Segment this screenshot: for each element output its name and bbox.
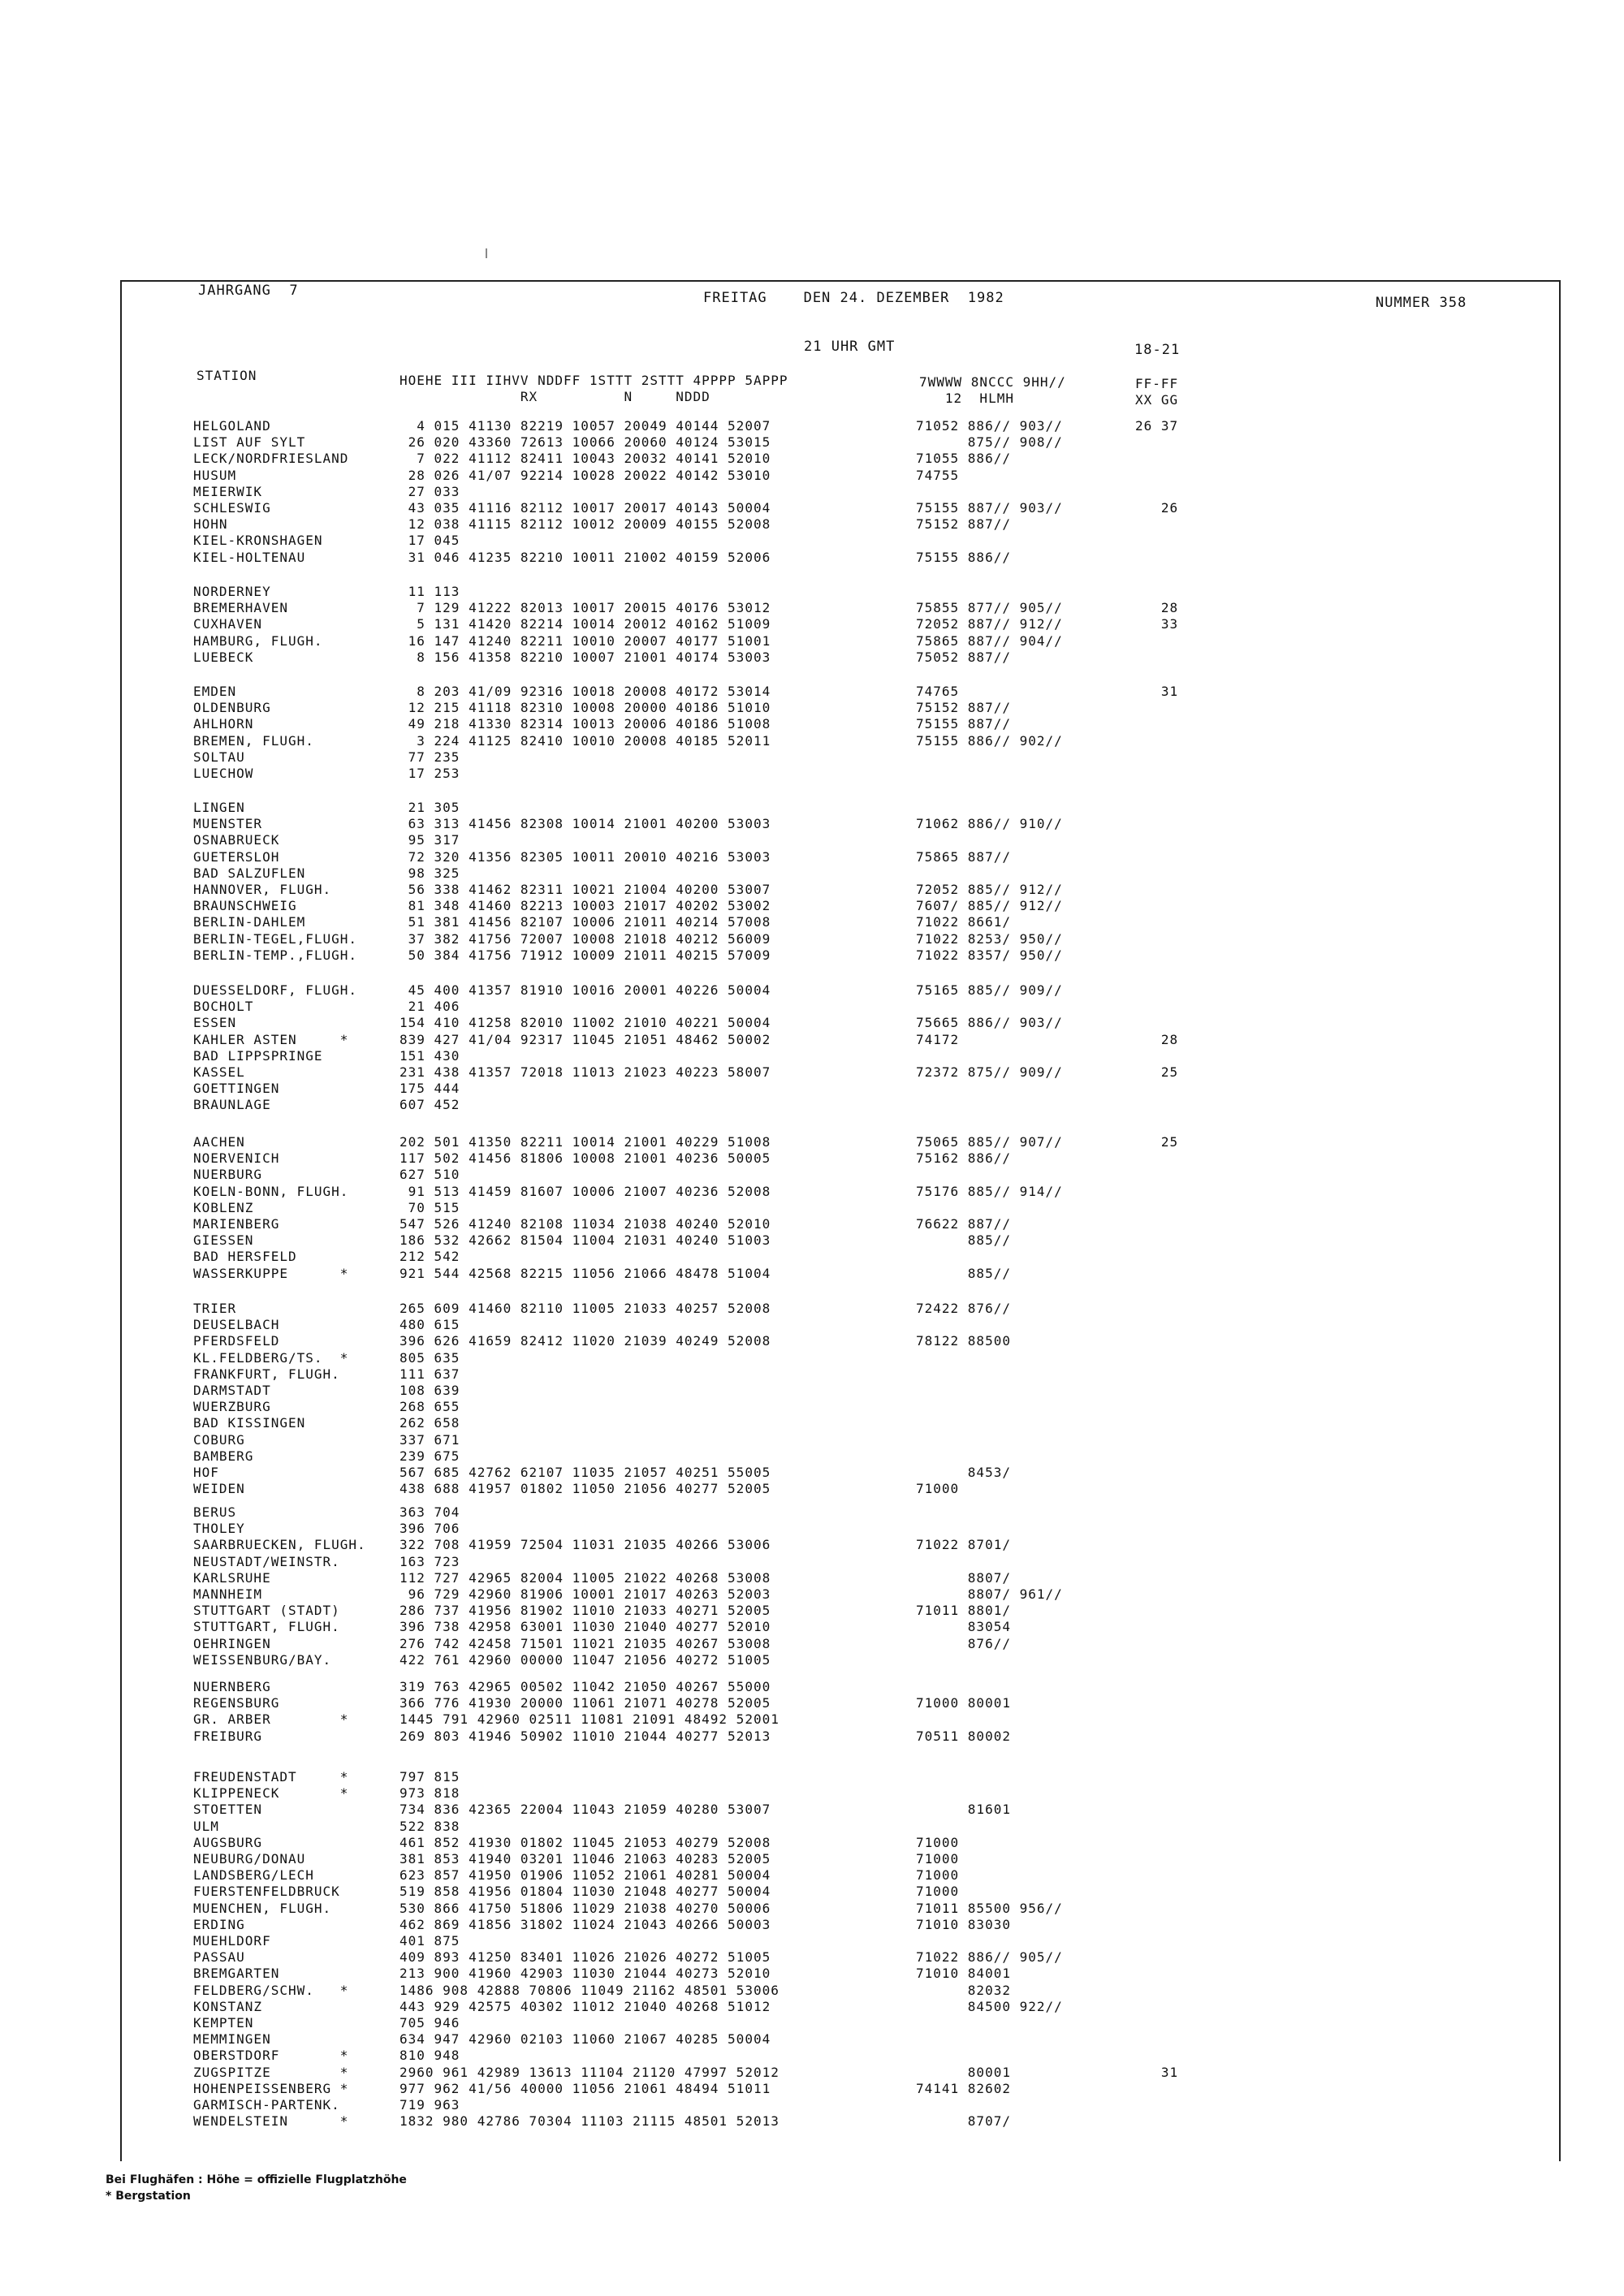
- observation-values: 547 526 41240 82108 11034 21038 40240 52010: [400, 1216, 771, 1232]
- synop-groups: 75865 887// 904//: [916, 633, 1063, 649]
- station-name: KLIPPENECK *: [193, 1785, 349, 1801]
- observation-values: 21 305: [400, 800, 460, 815]
- observation-values: 7 129 41222 82013 10017 20015 40176 53012: [400, 600, 771, 615]
- station-name: KOBLENZ: [193, 1200, 254, 1215]
- observation-values: 17 253: [400, 766, 460, 781]
- synop-groups: 71055 886//: [916, 451, 1011, 466]
- observation-values: 462 869 41856 31802 11024 21043 40266 50003: [400, 1917, 771, 1932]
- observation-values: 12 038 41115 82112 10012 20009 40155 52008: [400, 516, 771, 532]
- observation-values: 111 637: [400, 1366, 460, 1382]
- synop-groups: 71022 8661/: [916, 914, 1011, 930]
- ff-header-line-1: FF-FF: [1135, 376, 1179, 391]
- observation-values: 269 803 41946 50902 11010 21044 40277 52013: [400, 1728, 771, 1744]
- station-name: BERLIN-DAHLEM: [193, 914, 306, 930]
- observation-values: 839 427 41/04 92317 11045 21051 48462 50002: [400, 1032, 771, 1047]
- observation-values: 705 946: [400, 2015, 460, 2031]
- observation-values: 262 658: [400, 1415, 460, 1431]
- observation-values: 28 026 41/07 92214 10028 20022 40142 53010: [400, 468, 771, 483]
- synop-groups: 71052 886// 903//: [916, 418, 1063, 434]
- issue-date: FREITAG DEN 24. DEZEMBER 1982: [703, 290, 1004, 306]
- synop-groups: 71022 8253/ 950//: [916, 931, 1063, 947]
- observation-values: 396 706: [400, 1521, 460, 1536]
- scan-mark: [486, 248, 487, 258]
- synop-groups: 75155 886// 902//: [916, 733, 1063, 749]
- synop-groups: 71022 8701/: [916, 1537, 1011, 1552]
- station-name: MEIERWIK: [193, 484, 263, 499]
- synop-groups: 72052 885// 912//: [916, 882, 1063, 897]
- synop-groups: 8453/: [916, 1465, 1011, 1480]
- observation-values: 27 033: [400, 484, 460, 499]
- observation-values: 401 875: [400, 1933, 460, 1949]
- synop-groups: 80001: [916, 2065, 1011, 2080]
- station-name: PFERDSFELD: [193, 1333, 280, 1349]
- observation-values: 519 858 41956 01804 11030 21048 40277 50004: [400, 1884, 771, 1899]
- station-name: BREMEN, FLUGH.: [193, 733, 314, 749]
- station-name: BERLIN-TEMP.,FLUGH.: [193, 947, 358, 963]
- volume-label: JAHRGANG 7: [198, 283, 299, 299]
- synop-groups: 74141 82602: [916, 2081, 1011, 2096]
- station-name: NUERBURG: [193, 1167, 263, 1182]
- observation-values: 43 035 41116 82112 10017 20017 40143 50004: [400, 500, 771, 516]
- observation-values: 175 444: [400, 1081, 460, 1096]
- observation-values: 231 438 41357 72018 11013 21023 40223 58007: [400, 1064, 771, 1080]
- station-name: NEUBURG/DONAU: [193, 1851, 306, 1867]
- synop-groups: 8707/: [916, 2113, 1011, 2129]
- observation-values: 1486 908 42888 70806 11049 21162 48501 53006: [400, 1983, 780, 1998]
- observation-values: 322 708 41959 72504 11031 21035 40266 53006: [400, 1537, 771, 1552]
- station-name: MUENSTER: [193, 816, 263, 831]
- synop-groups: 75155 887//: [916, 716, 1011, 732]
- station-name: AUGSBURG: [193, 1835, 263, 1850]
- observation-values: 627 510: [400, 1167, 460, 1182]
- observation-values: 154 410 41258 82010 11002 21010 40221 50004: [400, 1015, 771, 1030]
- observation-values: 202 501 41350 82211 10014 21001 40229 51008: [400, 1134, 771, 1150]
- table-frame: [120, 280, 1561, 2161]
- observation-values: 2960 961 42989 13613 11104 21120 47997 52012: [400, 2065, 780, 2080]
- observation-values: 634 947 42960 02103 11060 21067 40285 50004: [400, 2031, 771, 2047]
- station-name: PASSAU: [193, 1949, 245, 1965]
- observation-values: 319 763 42965 00502 11042 21050 40267 55000: [400, 1679, 771, 1694]
- synop-groups: 78122 88500: [916, 1333, 1011, 1349]
- gust-values: 26: [1135, 500, 1179, 516]
- observation-values: 239 675: [400, 1448, 460, 1464]
- station-column-header: STATION: [197, 368, 257, 383]
- synop-groups: 71010 83030: [916, 1917, 1011, 1932]
- station-name: FREIBURG: [193, 1728, 263, 1744]
- observation-time: 21 UHR GMT: [804, 339, 896, 355]
- station-name: HOF: [193, 1465, 219, 1480]
- observation-values: 151 430: [400, 1048, 460, 1064]
- observation-values: 98 325: [400, 865, 460, 881]
- station-name: LECK/NORDFRIESLAND: [193, 451, 349, 466]
- station-name: DUESSELDORF, FLUGH.: [193, 982, 358, 998]
- observation-values: 4 015 41130 82219 10057 20049 40144 52007: [400, 418, 771, 434]
- observation-values: 17 045: [400, 533, 460, 548]
- synop-groups: 875// 908//: [916, 434, 1063, 450]
- observation-values: 163 723: [400, 1554, 460, 1569]
- station-name: COBURG: [193, 1432, 245, 1448]
- station-name: SCHLESWIG: [193, 500, 271, 516]
- observation-values: 530 866 41750 51806 11029 21038 40270 50006: [400, 1901, 771, 1916]
- synop-header-line-1: 7WWWW 8NCCC 9HH//: [919, 374, 1066, 390]
- observation-values: 117 502 41456 81806 10008 21001 40236 50005: [400, 1150, 771, 1166]
- station-name: KASSEL: [193, 1064, 245, 1080]
- observation-values: 56 338 41462 82311 10021 21004 40200 53007: [400, 882, 771, 897]
- station-name: HAMBURG, FLUGH.: [193, 633, 323, 649]
- observation-values: 921 544 42568 82215 11056 21066 48478 51004: [400, 1266, 771, 1281]
- ff-header-line-2: XX GG: [1135, 392, 1179, 408]
- station-name: ZUGSPITZE *: [193, 2065, 349, 2080]
- station-name: SOLTAU: [193, 749, 245, 765]
- gust-values: 31: [1135, 2065, 1179, 2080]
- synop-groups: 75162 886//: [916, 1150, 1011, 1166]
- synop-groups: 71062 886// 910//: [916, 816, 1063, 831]
- station-name: OBERSTDORF *: [193, 2048, 349, 2063]
- observation-values: 70 515: [400, 1200, 460, 1215]
- observation-values: 63 313 41456 82308 10014 21001 40200 53003: [400, 816, 771, 831]
- observation-values: 363 704: [400, 1504, 460, 1520]
- station-name: BRAUNSCHWEIG: [193, 898, 297, 913]
- issue-number: NUMMER 358: [1376, 295, 1467, 311]
- synop-groups: 72372 875// 909//: [916, 1064, 1063, 1080]
- observation-values: 973 818: [400, 1785, 460, 1801]
- synop-groups: 71000: [916, 1884, 960, 1899]
- synop-groups: 71000 80001: [916, 1695, 1011, 1711]
- station-name: BAD KISSINGEN: [193, 1415, 306, 1431]
- observation-values: 1445 791 42960 02511 11081 21091 48492 52001: [400, 1711, 780, 1727]
- observation-values: 276 742 42458 71501 11021 21035 40267 53008: [400, 1636, 771, 1651]
- synop-groups: 71022 886// 905//: [916, 1949, 1063, 1965]
- observation-values: 96 729 42960 81906 10001 21017 40263 52003: [400, 1586, 771, 1602]
- synop-groups: 885//: [916, 1266, 1011, 1281]
- synop-groups: 70511 80002: [916, 1728, 1011, 1744]
- observation-values: 286 737 41956 81902 11010 21033 40271 52005: [400, 1603, 771, 1618]
- observation-values: 268 655: [400, 1399, 460, 1414]
- station-name: FUERSTENFELDBRUCK: [193, 1884, 340, 1899]
- station-name: FELDBERG/SCHW. *: [193, 1983, 349, 1998]
- synop-groups: 71000: [916, 1851, 960, 1867]
- synop-groups: 82032: [916, 1983, 1011, 1998]
- observation-values: 45 400 41357 81910 10016 20001 40226 50004: [400, 982, 771, 998]
- station-name: KONSTANZ: [193, 1999, 263, 2014]
- synop-groups: 75155 886//: [916, 550, 1011, 565]
- gust-values: 25: [1135, 1064, 1179, 1080]
- observation-values: 21 406: [400, 999, 460, 1014]
- station-name: WUERZBURG: [193, 1399, 271, 1414]
- synop-groups: 74172: [916, 1032, 960, 1047]
- synop-groups: 71011 8801/: [916, 1603, 1011, 1618]
- station-name: ERDING: [193, 1917, 245, 1932]
- synop-groups: 71010 84001: [916, 1966, 1011, 1981]
- observation-values: 396 626 41659 82412 11020 21039 40249 52008: [400, 1333, 771, 1349]
- station-name: BAD LIPPSPRINGE: [193, 1048, 323, 1064]
- observation-values: 51 381 41456 82107 10006 21011 40214 57008: [400, 914, 771, 930]
- gust-values: 28: [1135, 600, 1179, 615]
- synop-groups: 72052 887// 912//: [916, 616, 1063, 632]
- station-name: BAD SALZUFLEN: [193, 865, 306, 881]
- station-name: BREMERHAVEN: [193, 600, 288, 615]
- observation-values: 50 384 41756 71912 10009 21011 40215 57009: [400, 947, 771, 963]
- observation-values: 409 893 41250 83401 11026 21026 40272 51005: [400, 1949, 771, 1965]
- gust-values: 26 37: [1135, 418, 1179, 434]
- observation-values: 977 962 41/56 40000 11056 21061 48494 51011: [400, 2081, 771, 2096]
- observation-values: 438 688 41957 01802 11050 21056 40277 52005: [400, 1481, 771, 1496]
- station-name: HOHENPEISSENBERG *: [193, 2081, 349, 2096]
- synop-groups: 75065 885// 907//: [916, 1134, 1063, 1150]
- observation-values: 381 853 41940 03201 11046 21063 40283 52005: [400, 1851, 771, 1867]
- observation-values: 805 635: [400, 1350, 460, 1366]
- synop-groups: 72422 876//: [916, 1301, 1011, 1316]
- station-name: NORDERNEY: [193, 584, 271, 599]
- station-name: KIEL-HOLTENAU: [193, 550, 306, 565]
- station-name: HELGOLAND: [193, 418, 271, 434]
- synop-header-line-2: 12 HLMH: [919, 391, 1014, 406]
- observation-values: 623 857 41950 01906 11052 21061 40281 50004: [400, 1867, 771, 1883]
- station-name: GUETERSLOH: [193, 849, 280, 865]
- observation-values: 37 382 41756 72007 10008 21018 40212 56009: [400, 931, 771, 947]
- codes-header-line-2: RX N NDDD: [400, 389, 710, 404]
- station-name: MUEHLDORF: [193, 1933, 271, 1949]
- station-name: KARLSRUHE: [193, 1570, 271, 1586]
- footnote-airport-height: Bei Flughäfen : Höhe = offizielle Flugplatzhöhe: [106, 2173, 407, 2186]
- observation-values: 719 963: [400, 2097, 460, 2113]
- synop-groups: 81601: [916, 1802, 1011, 1817]
- synop-groups: 76622 887//: [916, 1216, 1011, 1232]
- station-name: BERUS: [193, 1504, 237, 1520]
- synop-groups: 885//: [916, 1232, 1011, 1248]
- synop-groups: 876//: [916, 1636, 1011, 1651]
- synop-groups: 83054: [916, 1619, 1011, 1634]
- station-name: STUTTGART (STADT): [193, 1603, 340, 1618]
- gust-values: 31: [1135, 684, 1179, 699]
- station-name: BAMBERG: [193, 1448, 254, 1464]
- observation-values: 26 020 43360 72613 10066 20060 40124 53015: [400, 434, 771, 450]
- observation-values: 461 852 41930 01802 11045 21053 40279 52008: [400, 1835, 771, 1850]
- station-name: AACHEN: [193, 1134, 245, 1150]
- observation-values: 797 815: [400, 1769, 460, 1785]
- observation-values: 16 147 41240 82211 10010 20007 40177 51001: [400, 633, 771, 649]
- synop-groups: 71000: [916, 1481, 960, 1496]
- observation-values: 8 203 41/09 92316 10018 20008 40172 53014: [400, 684, 771, 699]
- observation-values: 31 046 41235 82210 10011 21002 40159 52006: [400, 550, 771, 565]
- observation-values: 443 929 42575 40302 11012 21040 40268 51012: [400, 1999, 771, 2014]
- observation-values: 5 131 41420 82214 10014 20012 40162 51009: [400, 616, 771, 632]
- station-name: NEUSTADT/WEINSTR.: [193, 1554, 340, 1569]
- synop-groups: 74765: [916, 684, 960, 699]
- synop-groups: 8807/: [916, 1570, 1011, 1586]
- observation-values: 12 215 41118 82310 10008 20000 40186 51010: [400, 700, 771, 715]
- station-name: DEUSELBACH: [193, 1317, 280, 1332]
- observation-values: 81 348 41460 82213 10003 21017 40202 53002: [400, 898, 771, 913]
- synop-groups: 74755: [916, 468, 960, 483]
- interval-label: 18-21: [1134, 342, 1181, 358]
- synop-groups: 75165 885// 909//: [916, 982, 1063, 998]
- station-name: ULM: [193, 1819, 219, 1834]
- station-name: NUERNBERG: [193, 1679, 271, 1694]
- observation-values: 522 838: [400, 1819, 460, 1834]
- synop-groups: 71000: [916, 1867, 960, 1883]
- station-name: NOERVENICH: [193, 1150, 280, 1166]
- station-name: MEMMINGEN: [193, 2031, 271, 2047]
- observation-values: 112 727 42965 82004 11005 21022 40268 53008: [400, 1570, 771, 1586]
- station-name: BOCHOLT: [193, 999, 254, 1014]
- synop-groups: 75865 887//: [916, 849, 1011, 865]
- station-name: LUECHOW: [193, 766, 254, 781]
- station-name: BRAUNLAGE: [193, 1097, 271, 1112]
- station-name: STUTTGART, FLUGH.: [193, 1619, 340, 1634]
- synop-groups: 8807/ 961//: [916, 1586, 1063, 1602]
- observation-values: 49 218 41330 82314 10013 20006 40186 51008: [400, 716, 771, 732]
- station-name: WEIDEN: [193, 1481, 245, 1496]
- synop-groups: 84500 922//: [916, 1999, 1063, 2014]
- observation-values: 72 320 41356 82305 10011 20010 40216 53003: [400, 849, 771, 865]
- station-name: KAHLER ASTEN *: [193, 1032, 349, 1047]
- station-name: ESSEN: [193, 1015, 237, 1030]
- station-name: DARMSTADT: [193, 1383, 271, 1398]
- synop-groups: 71011 85500 956//: [916, 1901, 1063, 1916]
- synop-groups: 75052 887//: [916, 650, 1011, 665]
- observation-values: 567 685 42762 62107 11035 21057 40251 55005: [400, 1465, 771, 1480]
- observation-values: 77 235: [400, 749, 460, 765]
- observation-values: 108 639: [400, 1383, 460, 1398]
- synop-groups: 71022 8357/ 950//: [916, 947, 1063, 963]
- station-name: GIESSEN: [193, 1232, 254, 1248]
- synop-groups: 75855 877// 905//: [916, 600, 1063, 615]
- observation-values: 396 738 42958 63001 11030 21040 40277 52010: [400, 1619, 771, 1634]
- gust-values: 25: [1135, 1134, 1179, 1150]
- synop-groups: 71000: [916, 1835, 960, 1850]
- observation-values: 337 671: [400, 1432, 460, 1448]
- station-name: OEHRINGEN: [193, 1636, 271, 1651]
- station-name: AHLHORN: [193, 716, 254, 732]
- station-name: BAD HERSFELD: [193, 1249, 297, 1264]
- station-name: EMDEN: [193, 684, 237, 699]
- observation-values: 91 513 41459 81607 10006 21007 40236 52008: [400, 1184, 771, 1199]
- station-name: MUENCHEN, FLUGH.: [193, 1901, 332, 1916]
- observation-values: 265 609 41460 82110 11005 21033 40257 52008: [400, 1301, 771, 1316]
- station-name: HOHN: [193, 516, 228, 532]
- observation-values: 1832 980 42786 70304 11103 21115 48501 52013: [400, 2113, 780, 2129]
- station-name: CUXHAVEN: [193, 616, 263, 632]
- station-name: GOETTINGEN: [193, 1081, 280, 1096]
- observation-values: 11 113: [400, 584, 460, 599]
- station-name: MANNHEIM: [193, 1586, 263, 1602]
- synop-groups: 75152 887//: [916, 516, 1011, 532]
- observation-values: 422 761 42960 00000 11047 21056 40272 51005: [400, 1652, 771, 1668]
- station-name: KL.FELDBERG/TS. *: [193, 1350, 349, 1366]
- observation-values: 607 452: [400, 1097, 460, 1112]
- observation-values: 8 156 41358 82210 10007 21001 40174 53003: [400, 650, 771, 665]
- observation-values: 810 948: [400, 2048, 460, 2063]
- synop-groups: 7607/ 885// 912//: [916, 898, 1063, 913]
- station-name: BERLIN-TEGEL,FLUGH.: [193, 931, 358, 947]
- observation-values: 212 542: [400, 1249, 460, 1264]
- station-name: WEISSENBURG/BAY.: [193, 1652, 332, 1668]
- station-name: LANDSBERG/LECH: [193, 1867, 314, 1883]
- observation-values: 7 022 41112 82411 10043 20032 40141 52010: [400, 451, 771, 466]
- station-name: REGENSBURG: [193, 1695, 280, 1711]
- station-name: THOLEY: [193, 1521, 245, 1536]
- synop-groups: 75155 887// 903//: [916, 500, 1063, 516]
- codes-header-line-1: HOEHE III IIHVV NDDFF 1STTT 2STTT 4PPPP 5APPP: [400, 373, 788, 388]
- station-name: BREMGARTEN: [193, 1966, 280, 1981]
- station-name: FRANKFURT, FLUGH.: [193, 1366, 340, 1382]
- station-name: WASSERKUPPE *: [193, 1266, 349, 1281]
- observation-values: 734 836 42365 22004 11043 21059 40280 53007: [400, 1802, 771, 1817]
- observation-values: 95 317: [400, 832, 460, 848]
- gust-values: 33: [1135, 616, 1179, 632]
- station-name: HUSUM: [193, 468, 237, 483]
- station-name: GARMISCH-PARTENK.: [193, 2097, 340, 2113]
- station-name: STOETTEN: [193, 1802, 263, 1817]
- station-name: SAARBRUECKEN, FLUGH.: [193, 1537, 366, 1552]
- station-name: KOELN-BONN, FLUGH.: [193, 1184, 349, 1199]
- station-name: OSNABRUECK: [193, 832, 280, 848]
- station-name: KIEL-KRONSHAGEN: [193, 533, 323, 548]
- observation-values: 3 224 41125 82410 10010 20008 40185 52011: [400, 733, 771, 749]
- station-name: GR. ARBER *: [193, 1711, 349, 1727]
- station-name: OLDENBURG: [193, 700, 271, 715]
- observation-values: 366 776 41930 20000 11061 21071 40278 52005: [400, 1695, 771, 1711]
- station-name: LINGEN: [193, 800, 245, 815]
- observation-values: 186 532 42662 81504 11004 21031 40240 51003: [400, 1232, 771, 1248]
- synop-groups: 75176 885// 914//: [916, 1184, 1063, 1199]
- station-name: KEMPTEN: [193, 2015, 254, 2031]
- station-name: HANNOVER, FLUGH.: [193, 882, 332, 897]
- observation-values: 480 615: [400, 1317, 460, 1332]
- station-name: LUEBECK: [193, 650, 254, 665]
- station-name: LIST AUF SYLT: [193, 434, 306, 450]
- station-name: MARIENBERG: [193, 1216, 280, 1232]
- station-name: WENDELSTEIN *: [193, 2113, 349, 2129]
- station-name: TRIER: [193, 1301, 237, 1316]
- station-name: FREUDENSTADT *: [193, 1769, 349, 1785]
- gust-values: 28: [1135, 1032, 1179, 1047]
- synop-groups: 75152 887//: [916, 700, 1011, 715]
- footnote-mountain-station: * Bergstation: [106, 2190, 191, 2203]
- observation-values: 213 900 41960 42903 11030 21044 40273 52010: [400, 1966, 771, 1981]
- synop-groups: 75665 886// 903//: [916, 1015, 1063, 1030]
